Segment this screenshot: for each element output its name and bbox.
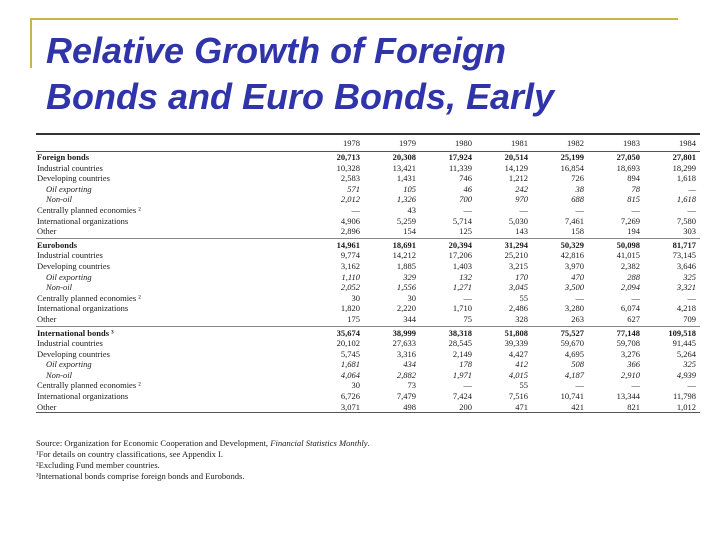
row-label: Industrial countries: [37, 250, 103, 261]
value-cell: 178: [459, 359, 472, 370]
row-label: Oil exporting: [46, 183, 92, 194]
value-cell: 14,212: [392, 250, 416, 261]
value-cell: 412: [515, 359, 528, 370]
value-cell: 508: [571, 359, 584, 370]
value-cell: 3,646: [676, 260, 696, 271]
value-cell: 25,199: [560, 152, 584, 162]
value-cell: 2,910: [620, 369, 640, 380]
row-label: Oil exporting: [46, 359, 92, 370]
value-cell: 2,094: [620, 282, 640, 293]
row-label: International bonds ³: [37, 327, 114, 338]
value-cell: 3,276: [620, 348, 640, 359]
value-cell: 2,382: [620, 260, 640, 271]
table-row: [36, 293, 700, 304]
value-cell: 4,695: [564, 348, 584, 359]
value-cell: 31,294: [504, 239, 528, 250]
value-cell: 709: [683, 313, 696, 324]
value-cell: 3,045: [508, 282, 528, 293]
header-label-cell: [36, 135, 308, 151]
table-row: [36, 402, 700, 413]
value-cell: 6,074: [620, 303, 640, 314]
value-cell: 329: [403, 271, 416, 282]
value-cell: 18,299: [672, 162, 696, 173]
value-cell: 18,693: [616, 162, 640, 173]
value-cell: 303: [683, 226, 696, 237]
value-cell: 35,674: [336, 327, 360, 338]
table-row: [36, 261, 700, 272]
value-cell: —: [575, 292, 584, 303]
table-row: [36, 303, 700, 314]
year-header: 1980: [455, 138, 472, 148]
value-cell: 18,691: [392, 239, 416, 250]
value-cell: 55: [519, 292, 528, 303]
value-cell: 1,326: [396, 194, 416, 205]
value-cell: —: [687, 292, 696, 303]
row-label: Centrally planned economies ²: [37, 292, 141, 303]
value-cell: 498: [403, 401, 416, 412]
value-cell: 143: [515, 226, 528, 237]
value-cell: 688: [571, 194, 584, 205]
slide-title-line-1: Relative Growth of Foreign: [46, 30, 507, 71]
table-row: [36, 349, 700, 360]
value-cell: 1,212: [508, 173, 528, 184]
table-row: [36, 314, 700, 325]
value-cell: 7,269: [620, 215, 640, 226]
bond-statistics-table: [36, 133, 700, 413]
value-cell: 970: [515, 194, 528, 205]
value-cell: —: [631, 204, 640, 215]
value-cell: 2,486: [508, 303, 528, 314]
value-cell: 1,403: [452, 260, 472, 271]
value-cell: 30: [351, 292, 360, 303]
table-row: [36, 380, 700, 391]
value-cell: 1,110: [341, 271, 360, 282]
value-cell: 20,514: [504, 152, 528, 162]
table-sections: [36, 152, 700, 412]
source-note: [36, 438, 700, 449]
value-cell: 91,445: [672, 338, 696, 349]
value-cell: —: [519, 204, 528, 215]
table-row: [36, 282, 700, 293]
data-table: [36, 135, 700, 151]
table-section: [36, 240, 700, 325]
value-cell: 6,726: [340, 391, 360, 402]
value-cell: 27,633: [392, 338, 416, 349]
value-cell: 170: [515, 271, 528, 282]
value-cell: 7,461: [564, 215, 584, 226]
value-cell: —: [575, 380, 584, 391]
value-cell: 4,939: [676, 369, 696, 380]
value-cell: 325: [683, 359, 696, 370]
value-cell: —: [631, 380, 640, 391]
accent-left-rule: [30, 18, 32, 68]
value-cell: 5,745: [340, 348, 360, 359]
value-cell: 125: [459, 226, 472, 237]
value-cell: 571: [347, 183, 360, 194]
table-bottom-rule: [36, 412, 700, 413]
value-cell: 1,271: [452, 282, 472, 293]
value-cell: 20,102: [336, 338, 360, 349]
year-header: 1984: [679, 138, 696, 148]
value-cell: —: [575, 204, 584, 215]
value-cell: 73,145: [672, 250, 696, 261]
table-row: [36, 163, 700, 174]
year-header: 1979: [399, 138, 416, 148]
value-cell: 2,896: [340, 226, 360, 237]
table-row: [36, 152, 700, 163]
value-cell: 3,316: [396, 348, 416, 359]
value-cell: 105: [403, 183, 416, 194]
year-header: 1983: [623, 138, 640, 148]
value-cell: 75: [463, 313, 472, 324]
value-cell: 50,098: [616, 239, 640, 250]
row-label: Centrally planned economies ²: [37, 204, 141, 215]
value-cell: —: [463, 292, 472, 303]
value-cell: 1,681: [340, 359, 360, 370]
value-cell: 13,421: [392, 162, 416, 173]
row-label: Industrial countries: [37, 338, 103, 349]
value-cell: 325: [683, 271, 696, 282]
value-cell: 1,971: [452, 369, 472, 380]
value-cell: 38,999: [392, 327, 416, 338]
value-cell: 13,344: [616, 391, 640, 402]
value-cell: 30: [407, 292, 416, 303]
value-cell: 366: [627, 359, 640, 370]
value-cell: —: [463, 380, 472, 391]
value-cell: 7,479: [396, 391, 416, 402]
table-row: [36, 391, 700, 402]
year-header-row: [36, 135, 700, 151]
value-cell: 27,050: [616, 152, 640, 162]
table-row: [36, 226, 700, 237]
table-row: [36, 328, 700, 339]
value-cell: —: [631, 292, 640, 303]
row-label: Developing countries: [37, 348, 110, 359]
value-cell: 434: [403, 359, 416, 370]
footnote-2: ²Excluding Fund member countries.: [36, 460, 160, 470]
row-label: Developing countries: [37, 173, 110, 184]
value-cell: 3,215: [508, 260, 528, 271]
value-cell: 2,882: [396, 369, 416, 380]
value-cell: 28,545: [448, 338, 472, 349]
value-cell: 38: [575, 183, 584, 194]
value-cell: 2,583: [340, 173, 360, 184]
row-label: Other: [37, 313, 57, 324]
table-row: [36, 359, 700, 370]
value-cell: 17,924: [448, 152, 472, 162]
value-cell: 1,820: [340, 303, 360, 314]
value-cell: 10,741: [560, 391, 584, 402]
row-label: Centrally planned economies ²: [37, 380, 141, 391]
value-cell: 700: [459, 194, 472, 205]
value-cell: 263: [571, 313, 584, 324]
table-section: [36, 328, 700, 413]
value-cell: 1,710: [452, 303, 472, 314]
value-cell: 59,670: [560, 338, 584, 349]
value-cell: 11,339: [448, 162, 472, 173]
value-cell: 7,516: [508, 391, 528, 402]
value-cell: 7,424: [452, 391, 472, 402]
value-cell: 38,318: [448, 327, 472, 338]
value-cell: 43: [407, 204, 416, 215]
table-row: [36, 205, 700, 216]
table-row: [36, 338, 700, 349]
value-cell: 30: [351, 380, 360, 391]
row-label: Oil exporting: [46, 271, 92, 282]
value-cell: —: [463, 204, 472, 215]
value-cell: 3,500: [564, 282, 584, 293]
value-cell: 3,071: [340, 401, 360, 412]
value-cell: 39,339: [504, 338, 528, 349]
table-row: [36, 250, 700, 261]
value-cell: 3,280: [564, 303, 584, 314]
value-cell: 78: [631, 183, 640, 194]
table-row: [36, 184, 700, 195]
table-notes: [36, 438, 700, 482]
value-cell: 20,308: [392, 152, 416, 162]
value-cell: 194: [627, 226, 640, 237]
value-cell: 41,015: [616, 250, 640, 261]
value-cell: 2,012: [340, 194, 360, 205]
row-label: Eurobonds: [37, 239, 78, 250]
value-cell: 16,854: [560, 162, 584, 173]
value-cell: 815: [627, 194, 640, 205]
value-cell: 42,816: [560, 250, 584, 261]
value-cell: 9,774: [340, 250, 360, 261]
source-suffix: .: [367, 438, 370, 448]
value-cell: 73: [407, 380, 416, 391]
value-cell: 726: [571, 173, 584, 184]
value-cell: 59,708: [616, 338, 640, 349]
section-divider: [36, 238, 700, 239]
value-cell: 132: [459, 271, 472, 282]
value-cell: 5,714: [452, 215, 472, 226]
row-label: Foreign bonds: [37, 152, 90, 162]
value-cell: 470: [571, 271, 584, 282]
table-row: [36, 240, 700, 251]
value-cell: 158: [571, 226, 584, 237]
value-cell: 1,618: [676, 173, 696, 184]
value-cell: 7,580: [676, 215, 696, 226]
value-cell: 20,713: [336, 152, 360, 162]
value-cell: —: [351, 204, 360, 215]
value-cell: 746: [459, 173, 472, 184]
value-cell: 627: [627, 313, 640, 324]
value-cell: 328: [515, 313, 528, 324]
value-cell: 3,321: [676, 282, 696, 293]
value-cell: 14,129: [504, 162, 528, 173]
value-cell: 4,064: [340, 369, 360, 380]
value-cell: —: [687, 380, 696, 391]
value-cell: 4,218: [676, 303, 696, 314]
value-cell: 3,162: [340, 260, 360, 271]
value-cell: 2,149: [452, 348, 472, 359]
value-cell: 81,717: [672, 239, 696, 250]
row-label: Other: [37, 226, 57, 237]
value-cell: 55: [519, 380, 528, 391]
section-divider: [36, 326, 700, 327]
row-label: International organizations: [37, 391, 129, 402]
value-cell: 3,970: [564, 260, 584, 271]
value-cell: 154: [403, 226, 416, 237]
value-cell: —: [687, 204, 696, 215]
value-cell: 175: [347, 313, 360, 324]
value-cell: 288: [627, 271, 640, 282]
value-cell: 1,618: [676, 194, 696, 205]
value-cell: 2,220: [396, 303, 416, 314]
value-cell: 20,394: [448, 239, 472, 250]
table-row: [36, 173, 700, 184]
table-row: [36, 216, 700, 227]
row-label: International organizations: [37, 215, 129, 226]
value-cell: 17,206: [448, 250, 472, 261]
slide-title: [46, 28, 706, 120]
value-cell: 894: [627, 173, 640, 184]
value-cell: 46: [463, 183, 472, 194]
value-cell: 75,527: [560, 327, 584, 338]
row-label: Developing countries: [37, 260, 110, 271]
value-cell: 344: [403, 313, 416, 324]
source-publication: Financial Statistics Monthly: [270, 438, 368, 448]
row-label: Industrial countries: [37, 162, 103, 173]
row-label: International organizations: [37, 303, 129, 314]
value-cell: 242: [515, 183, 528, 194]
value-cell: 10,328: [336, 162, 360, 173]
table-row: [36, 194, 700, 205]
value-cell: 109,518: [668, 327, 696, 338]
row-label: Non-oil: [46, 194, 72, 205]
value-cell: 5,259: [396, 215, 416, 226]
row-label: Non-oil: [46, 282, 72, 293]
year-header: 1981: [511, 138, 528, 148]
value-cell: 4,427: [508, 348, 528, 359]
value-cell: —: [688, 183, 696, 194]
value-cell: 5,030: [508, 215, 528, 226]
value-cell: 1,012: [676, 401, 696, 412]
value-cell: 1,431: [396, 173, 416, 184]
value-cell: 14,961: [336, 239, 360, 250]
value-cell: 5,264: [676, 348, 696, 359]
footnote-1: ¹For details on country classifications, see Appendix I.: [36, 449, 224, 459]
value-cell: 27,801: [672, 152, 696, 162]
value-cell: 2,052: [340, 282, 360, 293]
value-cell: 50,329: [560, 239, 584, 250]
value-cell: 11,798: [672, 391, 696, 402]
table-section: [36, 152, 700, 237]
value-cell: 4,015: [508, 369, 528, 380]
table-row: [36, 370, 700, 381]
row-label: Non-oil: [46, 369, 72, 380]
value-cell: 421: [571, 401, 584, 412]
value-cell: 77,148: [616, 327, 640, 338]
value-cell: 25,210: [504, 250, 528, 261]
value-cell: 200: [459, 401, 472, 412]
value-cell: 1,556: [396, 282, 416, 293]
row-label: Other: [37, 401, 57, 412]
year-header: 1982: [567, 138, 584, 148]
value-cell: 51,808: [504, 327, 528, 338]
footnote-3: ³International bonds comprise foreign bonds and Eurobonds.: [36, 471, 245, 481]
value-cell: 4,906: [340, 215, 360, 226]
value-cell: 4,187: [564, 369, 584, 380]
value-cell: 1,885: [396, 260, 416, 271]
value-cell: 821: [627, 401, 640, 412]
slide-title-line-2: Bonds and Euro Bonds, Early: [46, 76, 555, 117]
table-row: [36, 272, 700, 283]
source-prefix: Source: Organization for Economic Cooperation and Development,: [36, 438, 271, 448]
value-cell: 471: [515, 401, 528, 412]
accent-top-rule: [30, 18, 678, 20]
year-header: 1978: [343, 138, 360, 148]
